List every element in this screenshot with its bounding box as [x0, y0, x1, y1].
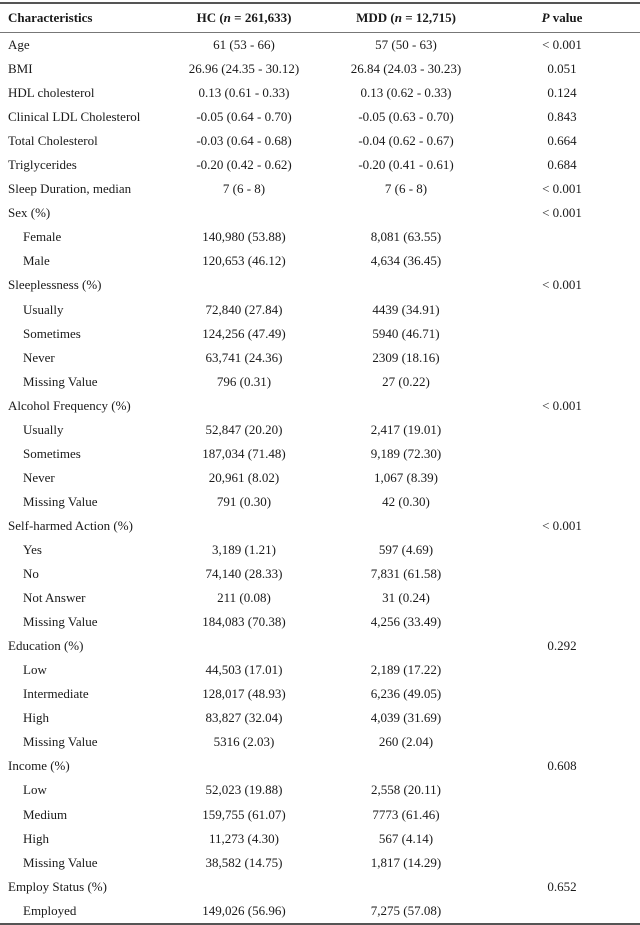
- hc-value: 211 (0.08): [217, 590, 271, 606]
- mdd-value: 597 (4.69): [378, 542, 434, 557]
- p-value: [484, 225, 640, 249]
- p-value: < 0.001: [542, 37, 582, 53]
- mdd-value: -0.20 (0.41 - 0.61): [358, 157, 454, 173]
- row-label: HDL cholesterol: [8, 85, 95, 101]
- hc-value: 159,755 (61.07): [202, 806, 286, 822]
- table-row: [0, 394, 640, 418]
- mdd-value: 4,256 (33.49): [370, 614, 442, 630]
- table-subrow: [0, 298, 640, 322]
- p-value: [484, 658, 640, 682]
- row-label: Usually: [23, 301, 64, 317]
- header-mdd-suffix: = 12,715): [401, 10, 456, 25]
- hc-value: 52,023 (19.88): [205, 782, 283, 798]
- mdd-value: 7 (6 - 8): [384, 181, 428, 197]
- table-row: [0, 105, 640, 129]
- p-value: [484, 322, 640, 346]
- table-subrow: [0, 538, 640, 562]
- hc-value: 26.96 (24.35 - 30.12): [188, 61, 300, 77]
- table-subrow: [0, 562, 640, 586]
- characteristics-table: [0, 2, 640, 925]
- p-value: [484, 442, 640, 466]
- row-label: Employed: [23, 902, 77, 918]
- row-label: Self-harmed Action (%): [8, 517, 133, 533]
- p-value: [484, 249, 640, 273]
- mdd-value: -0.05 (0.63 - 0.70): [358, 109, 454, 125]
- row-label: No: [23, 566, 39, 582]
- table-subrow: [0, 899, 640, 924]
- table-row: [0, 57, 640, 81]
- hc-value: 791 (0.30): [216, 493, 272, 509]
- p-value: [484, 538, 640, 562]
- p-value: [484, 370, 640, 394]
- table-row: [0, 875, 640, 899]
- mdd-value: 2,189 (17.22): [370, 662, 442, 678]
- table-subrow: [0, 346, 640, 370]
- hc-value: [168, 201, 328, 225]
- row-label: Total Cholesterol: [8, 133, 98, 149]
- hc-value: -0.20 (0.42 - 0.62): [196, 157, 292, 173]
- row-label: Medium: [23, 806, 68, 822]
- mdd-value: 2,558 (20.11): [371, 782, 441, 798]
- hc-value: 38,582 (14.75): [205, 854, 283, 870]
- row-label: Missing Value: [23, 493, 98, 509]
- mdd-value: 26.84 (24.03 - 30.23): [350, 61, 462, 77]
- row-label: Yes: [23, 542, 42, 557]
- header-row: [0, 3, 640, 33]
- row-label: Male: [23, 253, 50, 269]
- hc-value: 83,827 (32.04): [205, 710, 283, 726]
- row-label: Female: [23, 229, 62, 245]
- table-subrow: [0, 827, 640, 851]
- mdd-value: 57 (50 - 63): [375, 37, 437, 53]
- hc-value: 0.13 (0.61 - 0.33): [198, 85, 290, 101]
- table-subrow: [0, 658, 640, 682]
- hc-value: 7 (6 - 8): [222, 181, 266, 197]
- p-value: 0.124: [547, 85, 577, 101]
- p-value: < 0.001: [542, 205, 582, 221]
- table-subrow: [0, 610, 640, 634]
- p-value: 0.684: [547, 157, 577, 173]
- table-subrow: [0, 706, 640, 730]
- hc-value: [168, 634, 328, 658]
- table-row: [0, 153, 640, 177]
- hc-value: 149,026 (56.96): [202, 902, 286, 918]
- table-subrow: [0, 466, 640, 490]
- p-value: 0.843: [547, 109, 577, 125]
- mdd-value: 1,067 (8.39): [374, 469, 438, 485]
- header-p-suffix: value: [549, 10, 583, 25]
- table-subrow: [0, 249, 640, 273]
- row-label: Sleeplessness (%): [8, 277, 102, 293]
- hc-value: 5316 (2.03): [213, 734, 275, 750]
- table-subrow: [0, 442, 640, 466]
- mdd-value: 2309 (18.16): [372, 349, 440, 365]
- row-label: Intermediate: [23, 686, 89, 702]
- header-mdd-n: n: [394, 10, 402, 25]
- row-label: Age: [8, 37, 30, 53]
- header-hc-suffix: = 261,633): [230, 10, 292, 25]
- mdd-value: [328, 875, 484, 899]
- p-value: 0.652: [547, 878, 577, 894]
- hc-value: [168, 875, 328, 899]
- mdd-value: -0.04 (0.62 - 0.67): [358, 133, 454, 149]
- row-label: Sometimes: [23, 445, 81, 461]
- row-label: Never: [23, 469, 55, 485]
- p-value: < 0.001: [542, 517, 582, 533]
- mdd-value: 6,236 (49.05): [370, 686, 442, 702]
- header-p-symbol: P: [541, 10, 550, 25]
- row-label: High: [23, 830, 49, 846]
- row-label: Missing Value: [23, 854, 98, 870]
- hc-value: 184,083 (70.38): [202, 614, 286, 630]
- hc-value: -0.05 (0.64 - 0.70): [196, 109, 292, 125]
- hc-value: [168, 514, 328, 538]
- mdd-value: 9,189 (72.30): [370, 445, 442, 461]
- p-value: 0.608: [547, 758, 577, 774]
- row-label: Employ Status (%): [8, 878, 107, 894]
- p-value: < 0.001: [542, 277, 582, 293]
- table-row: [0, 129, 640, 153]
- p-value: [484, 346, 640, 370]
- table-body: [0, 33, 640, 924]
- table-subrow: [0, 730, 640, 754]
- table-subrow: [0, 370, 640, 394]
- hc-value: [168, 273, 328, 297]
- mdd-value: 567 (4.14): [378, 830, 434, 846]
- mdd-value: 31 (0.24): [382, 590, 430, 606]
- hc-value: 11,273 (4.30): [209, 830, 279, 846]
- table-row: [0, 177, 640, 201]
- mdd-value: 260 (2.04): [378, 734, 434, 750]
- p-value: [484, 466, 640, 490]
- header-hc: [168, 3, 328, 33]
- hc-value: 3,189 (1.21): [212, 542, 276, 557]
- table-subrow: [0, 803, 640, 827]
- table-row: [0, 201, 640, 225]
- row-label: Missing Value: [23, 373, 98, 389]
- row-label: Usually: [23, 421, 64, 437]
- p-value: [484, 298, 640, 322]
- hc-value: 128,017 (48.93): [202, 686, 286, 702]
- mdd-value: [328, 273, 484, 297]
- table-row: [0, 33, 640, 58]
- row-label: Triglycerides: [8, 157, 77, 173]
- mdd-value: 5940 (46.71): [372, 325, 440, 341]
- row-label: Clinical LDL Cholesterol: [8, 109, 141, 125]
- p-value: [484, 418, 640, 442]
- mdd-value: 4,634 (36.45): [370, 253, 442, 269]
- characteristics-table-container: [0, 2, 640, 925]
- p-value: < 0.001: [542, 397, 582, 413]
- mdd-value: 27 (0.22): [382, 373, 430, 389]
- p-value: [484, 730, 640, 754]
- p-value: 0.292: [547, 638, 577, 654]
- table-row: [0, 273, 640, 297]
- p-value: [484, 803, 640, 827]
- table-row: [0, 634, 640, 658]
- hc-value: 72,840 (27.84): [205, 301, 283, 317]
- table-row: [0, 514, 640, 538]
- mdd-value: 7,831 (61.58): [370, 566, 442, 582]
- table-subrow: [0, 490, 640, 514]
- mdd-value: 4,039 (31.69): [370, 710, 442, 726]
- mdd-value: 7,275 (57.08): [370, 902, 442, 918]
- p-value: [484, 562, 640, 586]
- table-subrow: [0, 851, 640, 875]
- mdd-value: 7773 (61.46): [372, 806, 440, 822]
- mdd-value: [328, 201, 484, 225]
- row-label: BMI: [8, 61, 33, 77]
- hc-value: 124,256 (47.49): [202, 325, 286, 341]
- table-subrow: [0, 586, 640, 610]
- row-label: Income (%): [8, 758, 70, 774]
- header-mdd-prefix: MDD (: [356, 10, 395, 25]
- table-row: [0, 81, 640, 105]
- p-value: 0.664: [547, 133, 577, 149]
- row-label: Education (%): [8, 638, 84, 654]
- hc-value: 120,653 (46.12): [202, 253, 286, 269]
- table-subrow: [0, 225, 640, 249]
- hc-value: [168, 754, 328, 778]
- mdd-value: 2,417 (19.01): [370, 421, 442, 437]
- hc-value: 63,741 (24.36): [205, 349, 283, 365]
- hc-value: 140,980 (53.88): [202, 229, 286, 245]
- row-label: Not Answer: [23, 590, 86, 606]
- row-label: Never: [23, 349, 55, 365]
- mdd-value: 0.13 (0.62 - 0.33): [360, 85, 452, 101]
- header-hc-prefix: HC (: [196, 10, 224, 25]
- table-subrow: [0, 682, 640, 706]
- mdd-value: [328, 754, 484, 778]
- row-label: Missing Value: [23, 734, 98, 750]
- hc-value: 796 (0.31): [216, 373, 272, 389]
- mdd-value: 8,081 (63.55): [370, 229, 442, 245]
- header-p-value: [484, 3, 640, 33]
- p-value: [484, 682, 640, 706]
- p-value: [484, 586, 640, 610]
- hc-value: -0.03 (0.64 - 0.68): [196, 133, 292, 149]
- table-row: [0, 754, 640, 778]
- row-label: Missing Value: [23, 614, 98, 630]
- p-value: [484, 827, 640, 851]
- row-label: Low: [23, 662, 47, 678]
- mdd-value: [328, 634, 484, 658]
- row-label: Alcohol Frequency (%): [8, 397, 131, 413]
- hc-value: 74,140 (28.33): [205, 566, 283, 582]
- p-value: [484, 490, 640, 514]
- row-label: Sometimes: [23, 325, 81, 341]
- row-label: Low: [23, 782, 47, 798]
- p-value: [484, 778, 640, 802]
- header-hc-n: n: [223, 10, 231, 25]
- header-characteristics: Characteristics: [8, 10, 93, 25]
- hc-value: 61 (53 - 66): [213, 37, 275, 53]
- hc-value: 20,961 (8.02): [208, 469, 280, 485]
- row-label: Sex (%): [8, 205, 51, 221]
- hc-value: 52,847 (20.20): [205, 421, 283, 437]
- mdd-value: 4439 (34.91): [372, 301, 440, 317]
- p-value: [484, 899, 640, 924]
- hc-value: [168, 394, 328, 418]
- table-subrow: [0, 322, 640, 346]
- hc-value: 187,034 (71.48): [202, 445, 286, 461]
- table-header: [0, 3, 640, 33]
- row-label: Sleep Duration, median: [8, 181, 132, 197]
- mdd-value: 42 (0.30): [382, 493, 430, 509]
- table-subrow: [0, 418, 640, 442]
- p-value: 0.051: [547, 61, 577, 77]
- p-value: [484, 610, 640, 634]
- p-value: [484, 706, 640, 730]
- mdd-value: [328, 394, 484, 418]
- p-value: [484, 851, 640, 875]
- header-mdd: [328, 3, 484, 33]
- hc-value: 44,503 (17.01): [205, 662, 283, 678]
- p-value: < 0.001: [542, 181, 582, 197]
- table-subrow: [0, 778, 640, 802]
- mdd-value: [328, 514, 484, 538]
- mdd-value: 1,817 (14.29): [370, 854, 442, 870]
- row-label: High: [23, 710, 49, 726]
